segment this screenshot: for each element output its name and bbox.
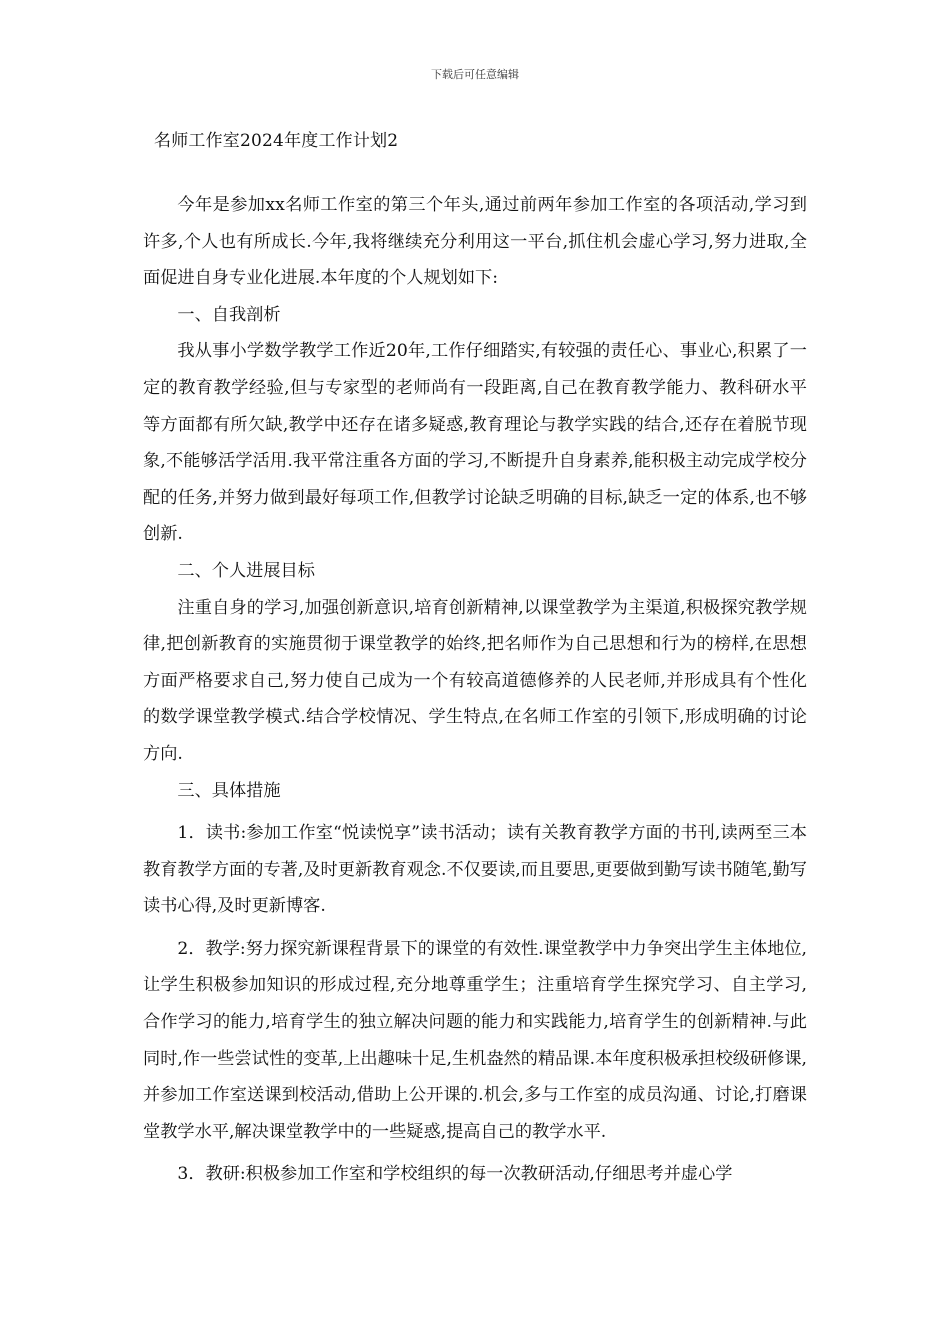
goals-paragraph: 注重自身的学习,加强创新意识,培育创新精神,以课堂教学为主渠道,积极探究教学规律,把创新教育的实施贯彻于课堂教学的始终,把名师作为自己思想和行为的榜样,在思想方面严格要求自己,努力使自己成为一个有较高道德修养的人民老师,并形成具有个性化的数学课堂教学模式.结合学校情况、学生特点,在名师工作室的引领下,形成明确的讨论方向. <box>143 597 807 764</box>
measure-item-research: 3．教研:积极参加工作室和学校组织的每一次教研活动,仔细思考并虚心学 <box>177 1164 733 1185</box>
intro-paragraph: 今年是参加xx名师工作室的第三个年头,通过前两年参加工作室的各项活动,学习到许多,个人也有所成长.今年,我将继续充分利用这一平台,抓住机会虚心学习,努力进取,全面促进自身专业化进展.本年度的个人规划如下: <box>143 195 807 289</box>
section-heading-self-analysis: 一、自我剖析 <box>177 304 281 325</box>
section-heading-goals: 二、个人进展目标 <box>177 560 315 581</box>
section-heading-measures: 三、具体措施 <box>177 780 281 801</box>
document-title: 名师工作室2024年度工作计划2 <box>154 131 399 151</box>
measure-item-reading: 1．读书:参加工作室“悦读悦享”读书活动；读有关教育教学方面的书刊,读两至三本教育教学方面的专著,及时更新教育观念.不仅要读,而且要思,更要做到勤写读书随笔,勤写读书心得,及时更新博客. <box>143 823 807 917</box>
self-analysis-paragraph: 我从事小学数学教学工作近20年,工作仔细踏实,有较强的责任心、事业心,积累了一定的教育教学经验,但与专家型的老师尚有一段距离,自己在教育教学能力、教科研水平等方面都有所欠缺,教学中还存在诸多疑惑,教育理论与教学实践的结合,还存在着脱节现象,不能够活学活用.我平常注重各方面的学习,不断提升自身素养,能积极主动完成学校分配的任务,并努力做到最好每项工作,但教学讨论缺乏明确的目标,缺乏一定的体系,也不够创新. <box>143 341 807 545</box>
document-body <box>143 187 807 1193</box>
header-note: 下载后可任意编辑 <box>431 68 519 81</box>
measure-item-teaching: 2．教学:努力探究新课程背景下的课堂的有效性.课堂教学中力争突出学生主体地位,让学生积极参加知识的形成过程,充分地尊重学生；注重培育学生探究学习、自主学习,合作学习的能力,培育学生的独立解决问题的能力和实践能力,培育学生的创新精神.与此同时,作一些尝试性的变革,上出趣味十足,生机盎然的精品课.本年度积极承担校级研修课,并参加工作室送课到校活动,借助上公开课的.机会,多与工作室的成员沟通、讨论,打磨课堂教学水平,解决课堂教学中的一些疑惑,提高自己的教学水平. <box>143 938 807 1142</box>
